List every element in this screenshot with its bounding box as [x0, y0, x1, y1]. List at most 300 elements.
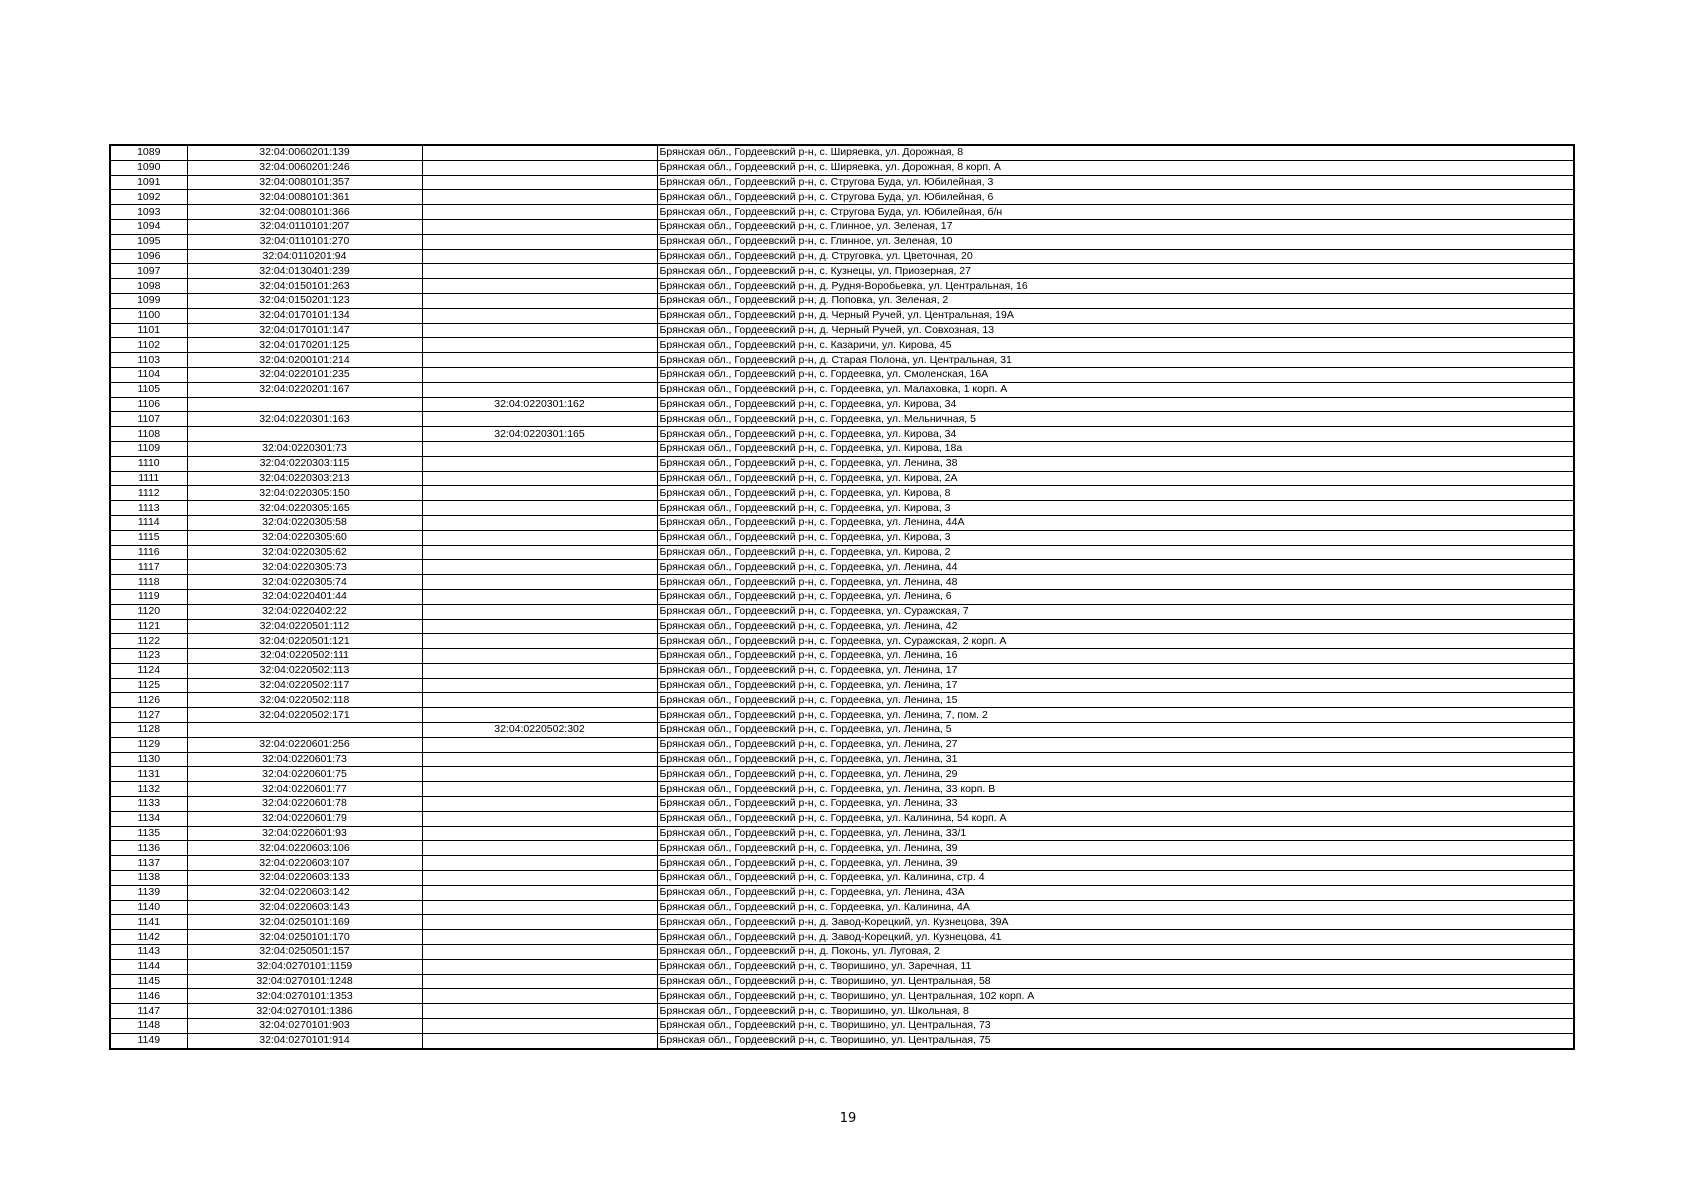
table-row: [110, 264, 1574, 279]
cadastral-number-alt-cell: [422, 826, 657, 841]
row-number-cell: 1102: [110, 338, 187, 353]
table-row: [110, 1019, 1574, 1034]
row-number-cell: 1124: [110, 663, 187, 678]
cadastral-number-cell: 32:04:0250101:169: [187, 915, 422, 930]
address-cell: Брянская обл., Гордеевский р-н, с. Творишино, ул. Заречная, 11: [657, 959, 1574, 974]
cadastral-number-cell: 32:04:0220501:121: [187, 634, 422, 649]
cadastral-number-cell: 32:04:0110101:207: [187, 219, 422, 234]
row-number-cell: 1117: [110, 560, 187, 575]
cadastral-number-alt-cell: [422, 308, 657, 323]
cadastral-number-cell: 32:04:0170101:147: [187, 323, 422, 338]
table-body: [110, 145, 1574, 1049]
table-row: [110, 797, 1574, 812]
table-row: [110, 234, 1574, 249]
address-cell: Брянская обл., Гордеевский р-н, с. Гордеевка, ул. Ленина, 33/1: [657, 826, 1574, 841]
table-row: [110, 945, 1574, 960]
table-row: [110, 456, 1574, 471]
cadastral-number-cell: 32:04:0220303:115: [187, 456, 422, 471]
cadastral-number-alt-cell: [422, 1033, 657, 1048]
row-number-cell: 1129: [110, 737, 187, 752]
cadastral-number-cell: 32:04:0220502:111: [187, 649, 422, 664]
cadastral-number-alt-cell: [422, 619, 657, 634]
row-number-cell: 1107: [110, 412, 187, 427]
cadastral-number-cell: 32:04:0270101:903: [187, 1019, 422, 1034]
address-cell: Брянская обл., Гордеевский р-н, д. Струговка, ул. Цветочная, 20: [657, 249, 1574, 264]
cadastral-number-alt-cell: [422, 811, 657, 826]
table-row: [110, 219, 1574, 234]
table-row: [110, 367, 1574, 382]
row-number-cell: 1123: [110, 649, 187, 664]
address-cell: Брянская обл., Гордеевский р-н, с. Глинное, ул. Зеленая, 10: [657, 234, 1574, 249]
row-number-cell: 1119: [110, 589, 187, 604]
cadastral-number-alt-cell: [422, 160, 657, 175]
table-row: [110, 1033, 1574, 1048]
table-row: [110, 412, 1574, 427]
address-cell: Брянская обл., Гордеевский р-н, с. Кузнецы, ул. Приозерная, 27: [657, 264, 1574, 279]
table-row: [110, 752, 1574, 767]
table-row: [110, 930, 1574, 945]
cadastral-number-cell: 32:04:0270101:1353: [187, 989, 422, 1004]
row-number-cell: 1099: [110, 293, 187, 308]
cadastral-number-alt-cell: [422, 382, 657, 397]
table-row: [110, 974, 1574, 989]
address-cell: Брянская обл., Гордеевский р-н, с. Стругова Буда, ул. Юбилейная, 3: [657, 175, 1574, 190]
table-row: [110, 530, 1574, 545]
row-number-cell: 1141: [110, 915, 187, 930]
table-row: [110, 915, 1574, 930]
cadastral-number-cell: 32:04:0220603:142: [187, 885, 422, 900]
cadastral-number-cell: 32:04:0220401:44: [187, 589, 422, 604]
row-number-cell: 1149: [110, 1033, 187, 1048]
row-number-cell: 1120: [110, 604, 187, 619]
address-cell: Брянская обл., Гордеевский р-н, д. Старая Полона, ул. Центральная, 31: [657, 353, 1574, 368]
cadastral-number-alt-cell: [422, 782, 657, 797]
address-cell: Брянская обл., Гордеевский р-н, с. Гордеевка, ул. Калинина, 4А: [657, 900, 1574, 915]
address-cell: Брянская обл., Гордеевский р-н, с. Стругова Буда, ул. Юбилейная, б/н: [657, 205, 1574, 220]
row-number-cell: 1106: [110, 397, 187, 412]
cadastral-number-cell: 32:04:0110101:270: [187, 234, 422, 249]
address-cell: Брянская обл., Гордеевский р-н, с. Гордеевка, ул. Калинина, 54 корп. А: [657, 811, 1574, 826]
cadastral-number-alt-cell: [422, 1004, 657, 1019]
cadastral-number-cell: 32:04:0220603:107: [187, 856, 422, 871]
table-row: [110, 515, 1574, 530]
address-cell: Брянская обл., Гордеевский р-н, с. Гордеевка, ул. Ленина, 29: [657, 767, 1574, 782]
cadastral-number-cell: [187, 397, 422, 412]
cadastral-number-alt-cell: [422, 959, 657, 974]
property-registry-table: [109, 144, 1575, 1050]
row-number-cell: 1095: [110, 234, 187, 249]
address-cell: Брянская обл., Гордеевский р-н, с. Гордеевка, ул. Ленина, 6: [657, 589, 1574, 604]
cadastral-number-alt-cell: [422, 205, 657, 220]
cadastral-number-cell: 32:04:0220305:165: [187, 501, 422, 516]
cadastral-number-cell: 32:04:0060201:246: [187, 160, 422, 175]
row-number-cell: 1104: [110, 367, 187, 382]
address-cell: Брянская обл., Гордеевский р-н, с. Гордеевка, ул. Ленина, 17: [657, 663, 1574, 678]
cadastral-number-cell: 32:04:0130401:239: [187, 264, 422, 279]
cadastral-number-cell: 32:04:0220502:117: [187, 678, 422, 693]
cadastral-number-alt-cell: [422, 530, 657, 545]
cadastral-number-cell: 32:04:0110201:94: [187, 249, 422, 264]
cadastral-number-cell: 32:04:0220305:60: [187, 530, 422, 545]
row-number-cell: 1090: [110, 160, 187, 175]
row-number-cell: 1111: [110, 471, 187, 486]
cadastral-number-alt-cell: [422, 693, 657, 708]
row-number-cell: 1114: [110, 515, 187, 530]
table-row: [110, 353, 1574, 368]
cadastral-number-alt-cell: [422, 367, 657, 382]
address-cell: Брянская обл., Гордеевский р-н, с. Гордеевка, ул. Ленина, 17: [657, 678, 1574, 693]
address-cell: Брянская обл., Гордеевский р-н, с. Гордеевка, ул. Ленина, 43А: [657, 885, 1574, 900]
address-cell: Брянская обл., Гордеевский р-н, с. Гордеевка, ул. Ленина, 44А: [657, 515, 1574, 530]
address-cell: Брянская обл., Гордеевский р-н, с. Гордеевка, ул. Кирова, 18а: [657, 441, 1574, 456]
cadastral-number-cell: 32:04:0250101:170: [187, 930, 422, 945]
cadastral-number-cell: 32:04:0250501:157: [187, 945, 422, 960]
address-cell: Брянская обл., Гордеевский р-н, с. Гордеевка, ул. Ленина, 7, пом. 2: [657, 708, 1574, 723]
row-number-cell: 1113: [110, 501, 187, 516]
address-cell: Брянская обл., Гордеевский р-н, с. Гордеевка, ул. Кирова, 34: [657, 427, 1574, 442]
cadastral-number-cell: 32:04:0080101:361: [187, 190, 422, 205]
address-cell: Брянская обл., Гордеевский р-н, с. Гордеевка, ул. Ленина, 42: [657, 619, 1574, 634]
cadastral-number-cell: 32:04:0220305:74: [187, 575, 422, 590]
cadastral-number-cell: 32:04:0220305:58: [187, 515, 422, 530]
row-number-cell: 1121: [110, 619, 187, 634]
cadastral-number-cell: 32:04:0220601:75: [187, 767, 422, 782]
cadastral-number-alt-cell: [422, 471, 657, 486]
row-number-cell: 1135: [110, 826, 187, 841]
cadastral-number-alt-cell: [422, 249, 657, 264]
row-number-cell: 1130: [110, 752, 187, 767]
table-row: [110, 486, 1574, 501]
cadastral-number-alt-cell: [422, 545, 657, 560]
table-row: [110, 501, 1574, 516]
cadastral-number-alt-cell: [422, 767, 657, 782]
row-number-cell: 1127: [110, 708, 187, 723]
row-number-cell: 1139: [110, 885, 187, 900]
table-row: [110, 841, 1574, 856]
address-cell: Брянская обл., Гордеевский р-н, с. Стругова Буда, ул. Юбилейная, 6: [657, 190, 1574, 205]
address-cell: Брянская обл., Гордеевский р-н, д. Рудня-Воробьевка, ул. Центральная, 16: [657, 279, 1574, 294]
table-row: [110, 589, 1574, 604]
cadastral-number-alt-cell: [422, 234, 657, 249]
address-cell: Брянская обл., Гордеевский р-н, с. Глинное, ул. Зеленая, 17: [657, 219, 1574, 234]
address-cell: Брянская обл., Гордеевский р-н, д. Черный Ручей, ул. Совхозная, 13: [657, 323, 1574, 338]
address-cell: Брянская обл., Гордеевский р-н, с. Гордеевка, ул. Ленина, 33: [657, 797, 1574, 812]
row-number-cell: 1148: [110, 1019, 187, 1034]
row-number-cell: 1144: [110, 959, 187, 974]
cadastral-number-alt-cell: [422, 649, 657, 664]
address-cell: Брянская обл., Гордеевский р-н, д. Поповка, ул. Зеленая, 2: [657, 293, 1574, 308]
address-cell: Брянская обл., Гордеевский р-н, с. Гордеевка, ул. Суражская, 7: [657, 604, 1574, 619]
cadastral-number-cell: 32:04:0220502:118: [187, 693, 422, 708]
cadastral-number-cell: [187, 723, 422, 738]
cadastral-number-alt-cell: [422, 486, 657, 501]
cadastral-number-cell: 32:04:0150201:123: [187, 293, 422, 308]
cadastral-number-alt-cell: [422, 871, 657, 886]
address-cell: Брянская обл., Гордеевский р-н, с. Ширяевка, ул. Дорожная, 8 корп. А: [657, 160, 1574, 175]
cadastral-number-alt-cell: [422, 708, 657, 723]
cadastral-number-alt-cell: [422, 323, 657, 338]
table-row: [110, 560, 1574, 575]
table-row: [110, 826, 1574, 841]
cadastral-number-cell: 32:04:0220601:93: [187, 826, 422, 841]
row-number-cell: 1138: [110, 871, 187, 886]
cadastral-number-cell: 32:04:0220601:78: [187, 797, 422, 812]
cadastral-number-alt-cell: [422, 797, 657, 812]
row-number-cell: 1100: [110, 308, 187, 323]
cadastral-number-cell: 32:04:0170101:134: [187, 308, 422, 323]
row-number-cell: 1096: [110, 249, 187, 264]
table-row: [110, 811, 1574, 826]
cadastral-number-alt-cell: [422, 190, 657, 205]
table-row: [110, 205, 1574, 220]
table-row: [110, 856, 1574, 871]
address-cell: Брянская обл., Гордеевский р-н, с. Гордеевка, ул. Мельничная, 5: [657, 412, 1574, 427]
row-number-cell: 1108: [110, 427, 187, 442]
cadastral-number-alt-cell: [422, 219, 657, 234]
table-row: [110, 323, 1574, 338]
cadastral-number-alt-cell: 32:04:0220301:162: [422, 397, 657, 412]
cadastral-number-cell: 32:04:0200101:214: [187, 353, 422, 368]
address-cell: Брянская обл., Гордеевский р-н, с. Гордеевка, ул. Кирова, 8: [657, 486, 1574, 501]
row-number-cell: 1134: [110, 811, 187, 826]
table-row: [110, 900, 1574, 915]
cadastral-number-alt-cell: [422, 264, 657, 279]
cadastral-number-alt-cell: [422, 841, 657, 856]
row-number-cell: 1143: [110, 945, 187, 960]
row-number-cell: 1132: [110, 782, 187, 797]
cadastral-number-cell: 32:04:0220502:113: [187, 663, 422, 678]
address-cell: Брянская обл., Гордеевский р-н, с. Творишино, ул. Центральная, 73: [657, 1019, 1574, 1034]
address-cell: Брянская обл., Гордеевский р-н, с. Казаричи, ул. Кирова, 45: [657, 338, 1574, 353]
cadastral-number-cell: 32:04:0220305:73: [187, 560, 422, 575]
cadastral-number-cell: 32:04:0220502:171: [187, 708, 422, 723]
cadastral-number-alt-cell: [422, 737, 657, 752]
address-cell: Брянская обл., Гордеевский р-н, д. Поконь, ул. Луговая, 2: [657, 945, 1574, 960]
row-number-cell: 1097: [110, 264, 187, 279]
table-row: [110, 545, 1574, 560]
cadastral-number-cell: 32:04:0220303:213: [187, 471, 422, 486]
cadastral-number-alt-cell: [422, 885, 657, 900]
row-number-cell: 1122: [110, 634, 187, 649]
address-cell: Брянская обл., Гордеевский р-н, с. Гордеевка, ул. Ленина, 16: [657, 649, 1574, 664]
table-row: [110, 737, 1574, 752]
table-row: [110, 649, 1574, 664]
cadastral-number-alt-cell: [422, 293, 657, 308]
row-number-cell: 1089: [110, 145, 187, 160]
cadastral-number-alt-cell: [422, 575, 657, 590]
cadastral-number-cell: 32:04:0220603:143: [187, 900, 422, 915]
row-number-cell: 1136: [110, 841, 187, 856]
table-row: [110, 708, 1574, 723]
row-number-cell: 1103: [110, 353, 187, 368]
address-cell: Брянская обл., Гордеевский р-н, с. Творишино, ул. Центральная, 102 корп. А: [657, 989, 1574, 1004]
table-row: [110, 471, 1574, 486]
table-row: [110, 989, 1574, 1004]
cadastral-number-cell: 32:04:0220402:22: [187, 604, 422, 619]
row-number-cell: 1126: [110, 693, 187, 708]
row-number-cell: 1105: [110, 382, 187, 397]
table-row: [110, 634, 1574, 649]
address-cell: Брянская обл., Гордеевский р-н, с. Гордеевка, ул. Кирова, 3: [657, 501, 1574, 516]
cadastral-number-alt-cell: [422, 930, 657, 945]
cadastral-number-alt-cell: [422, 915, 657, 930]
address-cell: Брянская обл., Гордеевский р-н, с. Творишино, ул. Школьная, 8: [657, 1004, 1574, 1019]
table-row: [110, 678, 1574, 693]
address-cell: Брянская обл., Гордеевский р-н, с. Гордеевка, ул. Ленина, 38: [657, 456, 1574, 471]
row-number-cell: 1142: [110, 930, 187, 945]
address-cell: Брянская обл., Гордеевский р-н, с. Гордеевка, ул. Ленина, 15: [657, 693, 1574, 708]
table-row: [110, 175, 1574, 190]
cadastral-number-alt-cell: [422, 175, 657, 190]
row-number-cell: 1098: [110, 279, 187, 294]
table-row: [110, 160, 1574, 175]
cadastral-number-alt-cell: [422, 678, 657, 693]
address-cell: Брянская обл., Гордеевский р-н, с. Гордеевка, ул. Суражская, 2 корп. А: [657, 634, 1574, 649]
table-row: [110, 575, 1574, 590]
row-number-cell: 1112: [110, 486, 187, 501]
cadastral-number-alt-cell: [422, 441, 657, 456]
cadastral-number-cell: 32:04:0080101:357: [187, 175, 422, 190]
row-number-cell: 1109: [110, 441, 187, 456]
row-number-cell: 1147: [110, 1004, 187, 1019]
row-number-cell: 1093: [110, 205, 187, 220]
row-number-cell: 1118: [110, 575, 187, 590]
table-row: [110, 338, 1574, 353]
cadastral-number-alt-cell: [422, 145, 657, 160]
cadastral-number-cell: 32:04:0220301:163: [187, 412, 422, 427]
address-cell: Брянская обл., Гордеевский р-н, с. Гордеевка, ул. Калинина, стр. 4: [657, 871, 1574, 886]
row-number-cell: 1125: [110, 678, 187, 693]
address-cell: Брянская обл., Гордеевский р-н, с. Гордеевка, ул. Ленина, 27: [657, 737, 1574, 752]
cadastral-number-cell: 32:04:0220501:112: [187, 619, 422, 634]
row-number-cell: 1091: [110, 175, 187, 190]
cadastral-number-cell: 32:04:0220601:79: [187, 811, 422, 826]
cadastral-number-alt-cell: [422, 560, 657, 575]
table-row: [110, 619, 1574, 634]
address-cell: Брянская обл., Гордеевский р-н, с. Гордеевка, ул. Ленина, 5: [657, 723, 1574, 738]
address-cell: Брянская обл., Гордеевский р-н, с. Гордеевка, ул. Кирова, 3: [657, 530, 1574, 545]
table-row: [110, 382, 1574, 397]
cadastral-number-alt-cell: [422, 353, 657, 368]
cadastral-number-alt-cell: [422, 989, 657, 1004]
address-cell: Брянская обл., Гордеевский р-н, д. Черный Ручей, ул. Центральная, 19А: [657, 308, 1574, 323]
row-number-cell: 1110: [110, 456, 187, 471]
row-number-cell: 1145: [110, 974, 187, 989]
cadastral-number-alt-cell: [422, 900, 657, 915]
table-row: [110, 885, 1574, 900]
cadastral-number-cell: 32:04:0220201:167: [187, 382, 422, 397]
cadastral-number-alt-cell: [422, 589, 657, 604]
cadastral-number-alt-cell: [422, 604, 657, 619]
address-cell: Брянская обл., Гордеевский р-н, с. Гордеевка, ул. Кирова, 34: [657, 397, 1574, 412]
cadastral-number-cell: 32:04:0270101:1159: [187, 959, 422, 974]
address-cell: Брянская обл., Гордеевский р-н, с. Гордеевка, ул. Ленина, 31: [657, 752, 1574, 767]
address-cell: Брянская обл., Гордеевский р-н, д. Завод-Корецкий, ул. Кузнецова, 39А: [657, 915, 1574, 930]
cadastral-number-cell: 32:04:0220305:150: [187, 486, 422, 501]
table-row: [110, 249, 1574, 264]
table-row: [110, 293, 1574, 308]
cadastral-number-cell: 32:04:0270101:1386: [187, 1004, 422, 1019]
cadastral-number-alt-cell: 32:04:0220502:302: [422, 723, 657, 738]
table-row: [110, 279, 1574, 294]
cadastral-number-alt-cell: [422, 456, 657, 471]
row-number-cell: 1146: [110, 989, 187, 1004]
address-cell: Брянская обл., Гордеевский р-н, с. Гордеевка, ул. Ленина, 39: [657, 841, 1574, 856]
table-row: [110, 871, 1574, 886]
cadastral-number-alt-cell: [422, 412, 657, 427]
table-row: [110, 427, 1574, 442]
cadastral-number-alt-cell: 32:04:0220301:165: [422, 427, 657, 442]
table-row: [110, 782, 1574, 797]
table-row: [110, 604, 1574, 619]
table-row: [110, 663, 1574, 678]
table-row: [110, 441, 1574, 456]
row-number-cell: 1115: [110, 530, 187, 545]
cadastral-number-cell: 32:04:0170201:125: [187, 338, 422, 353]
row-number-cell: 1140: [110, 900, 187, 915]
address-cell: Брянская обл., Гордеевский р-н, д. Завод-Корецкий, ул. Кузнецова, 41: [657, 930, 1574, 945]
cadastral-number-cell: 32:04:0060201:139: [187, 145, 422, 160]
table-row: [110, 145, 1574, 160]
address-cell: Брянская обл., Гордеевский р-н, с. Гордеевка, ул. Малаховка, 1 корп. А: [657, 382, 1574, 397]
cadastral-number-cell: 32:04:0270101:1248: [187, 974, 422, 989]
cadastral-number-alt-cell: [422, 974, 657, 989]
address-cell: Брянская обл., Гордеевский р-н, с. Творишино, ул. Центральная, 75: [657, 1033, 1574, 1048]
cadastral-number-alt-cell: [422, 945, 657, 960]
row-number-cell: 1131: [110, 767, 187, 782]
cadastral-number-cell: 32:04:0080101:366: [187, 205, 422, 220]
address-cell: Брянская обл., Гордеевский р-н, с. Гордеевка, ул. Кирова, 2А: [657, 471, 1574, 486]
cadastral-number-cell: 32:04:0220601:256: [187, 737, 422, 752]
row-number-cell: 1133: [110, 797, 187, 812]
table-row: [110, 959, 1574, 974]
row-number-cell: 1116: [110, 545, 187, 560]
table-row: [110, 308, 1574, 323]
table-row: [110, 397, 1574, 412]
cadastral-number-cell: 32:04:0220601:73: [187, 752, 422, 767]
cadastral-number-cell: 32:04:0220101:235: [187, 367, 422, 382]
cadastral-number-alt-cell: [422, 338, 657, 353]
cadastral-number-cell: 32:04:0220603:133: [187, 871, 422, 886]
address-cell: Брянская обл., Гордеевский р-н, с. Гордеевка, ул. Кирова, 2: [657, 545, 1574, 560]
cadastral-number-alt-cell: [422, 856, 657, 871]
cadastral-number-alt-cell: [422, 634, 657, 649]
address-cell: Брянская обл., Гордеевский р-н, с. Творишино, ул. Центральная, 58: [657, 974, 1574, 989]
cadastral-number-cell: [187, 427, 422, 442]
row-number-cell: 1094: [110, 219, 187, 234]
cadastral-number-cell: 32:04:0220603:106: [187, 841, 422, 856]
table-row: [110, 767, 1574, 782]
table-row: [110, 190, 1574, 205]
cadastral-number-alt-cell: [422, 752, 657, 767]
row-number-cell: 1137: [110, 856, 187, 871]
address-cell: Брянская обл., Гордеевский р-н, с. Гордеевка, ул. Ленина, 33 корп. В: [657, 782, 1574, 797]
table-row: [110, 693, 1574, 708]
cadastral-number-cell: 32:04:0220301:73: [187, 441, 422, 456]
cadastral-number-alt-cell: [422, 515, 657, 530]
row-number-cell: 1092: [110, 190, 187, 205]
address-cell: Брянская обл., Гордеевский р-н, с. Гордеевка, ул. Ленина, 48: [657, 575, 1574, 590]
row-number-cell: 1101: [110, 323, 187, 338]
table-row: [110, 1004, 1574, 1019]
cadastral-number-alt-cell: [422, 279, 657, 294]
cadastral-number-alt-cell: [422, 663, 657, 678]
cadastral-number-alt-cell: [422, 1019, 657, 1034]
row-number-cell: 1128: [110, 723, 187, 738]
cadastral-number-cell: 32:04:0270101:914: [187, 1033, 422, 1048]
cadastral-number-cell: 32:04:0150101:263: [187, 279, 422, 294]
address-cell: Брянская обл., Гордеевский р-н, с. Гордеевка, ул. Ленина, 39: [657, 856, 1574, 871]
